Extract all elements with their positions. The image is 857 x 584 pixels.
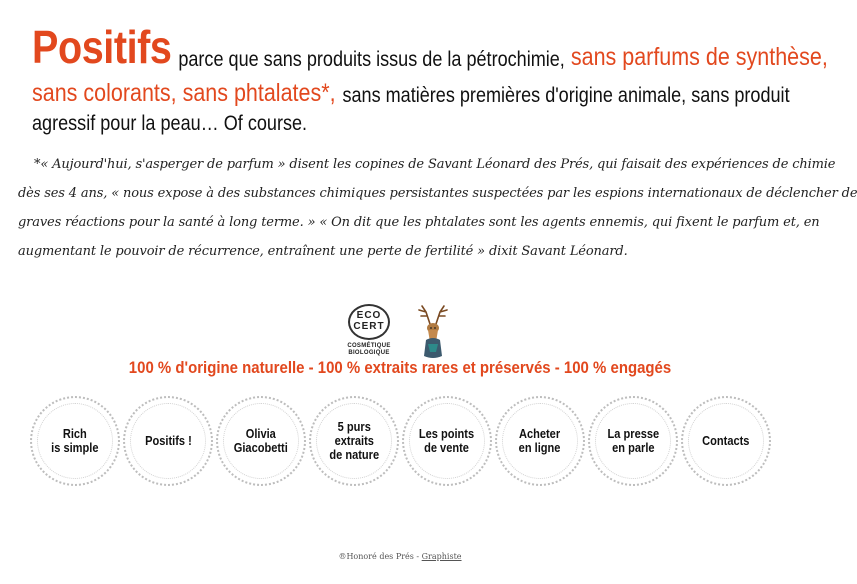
nav-label: Acheter en ligne — [519, 426, 561, 455]
ecocert-sub2: BIOLOGIQUE — [348, 350, 390, 356]
nav-label: Les points de vente — [419, 426, 475, 455]
nav-contacts[interactable] — [681, 396, 771, 486]
deer-head-icon — [414, 304, 452, 360]
nav-label: La presse en parle — [607, 426, 659, 455]
nav-points-de-vente[interactable] — [402, 396, 492, 486]
intro-big-word: Positifs — [32, 21, 172, 73]
footer — [0, 552, 800, 561]
intro-part-3: agressif pour la peau… Of course. — [32, 112, 308, 135]
nav-positifs[interactable] — [123, 396, 213, 486]
nav-presse[interactable] — [588, 396, 678, 486]
quote-line: *« Aujourd'hui, s'asperger de parfum » disent les copines de Savant Léonard des Prés, qui faisait des expériences de chimie — [34, 157, 836, 172]
footer-copyright: ®Honoré des Prés - — [338, 552, 422, 561]
intro-highlight-2: sans colorants, sans phtalates*, — [32, 79, 336, 107]
phtalates-quote — [18, 150, 857, 266]
ecocert-top: ECO — [356, 310, 382, 321]
nav-label: 5 purs extraits de nature — [329, 419, 379, 462]
ecocert-bottom: CERT — [353, 321, 385, 332]
ecocert-sub1: COSMÉTIQUE — [347, 343, 391, 349]
intro-line-3 — [32, 106, 668, 134]
quote-line: augmentant le pouvoir de récurrence, entraînent une perte de fertilité » dixit Savant Léonard. — [18, 244, 628, 259]
intro-highlight-1: sans parfums de synthèse, — [570, 43, 828, 71]
footer-graphiste-link[interactable]: Graphiste — [421, 552, 462, 561]
nav-olivia-giacobetti[interactable] — [216, 396, 306, 486]
certification-logos — [340, 304, 460, 360]
nav-acheter-en-ligne[interactable] — [495, 396, 585, 486]
intro-line-1 — [32, 21, 828, 73]
nav-label: Rich is simple — [51, 426, 99, 455]
quote-line: graves réactions pour la santé à long terme. » « On dit que les phtalates sont les agents ennemis, qui fixent le parfum et, en — [18, 215, 820, 230]
quote-line: dès ses 4 ans, « nous expose à des substances chimiques persistantes suspectées par les espions internationaux de déclencher de — [18, 186, 857, 201]
nav-label: Positifs ! — [144, 433, 192, 448]
nav-label: Contacts — [702, 433, 750, 448]
ecocert-logo — [340, 304, 398, 360]
intro-text — [32, 21, 828, 135]
nav-extraits-de-nature[interactable] — [309, 396, 399, 486]
nav-rich-is-simple[interactable] — [30, 396, 120, 486]
intro-part-1: parce que sans produits issus de la pétrochimie, — [178, 48, 565, 71]
tagline: 100 % d'origine naturelle - 100 % extraits rares et préservés - 100 % engagés — [128, 358, 672, 377]
nav-label: Olivia Giacobetti — [233, 426, 289, 455]
intro-part-2: sans matières premières d'origine animale, sans produit — [342, 84, 790, 107]
intro-line-2 — [32, 72, 790, 107]
main-navigation — [30, 396, 775, 488]
